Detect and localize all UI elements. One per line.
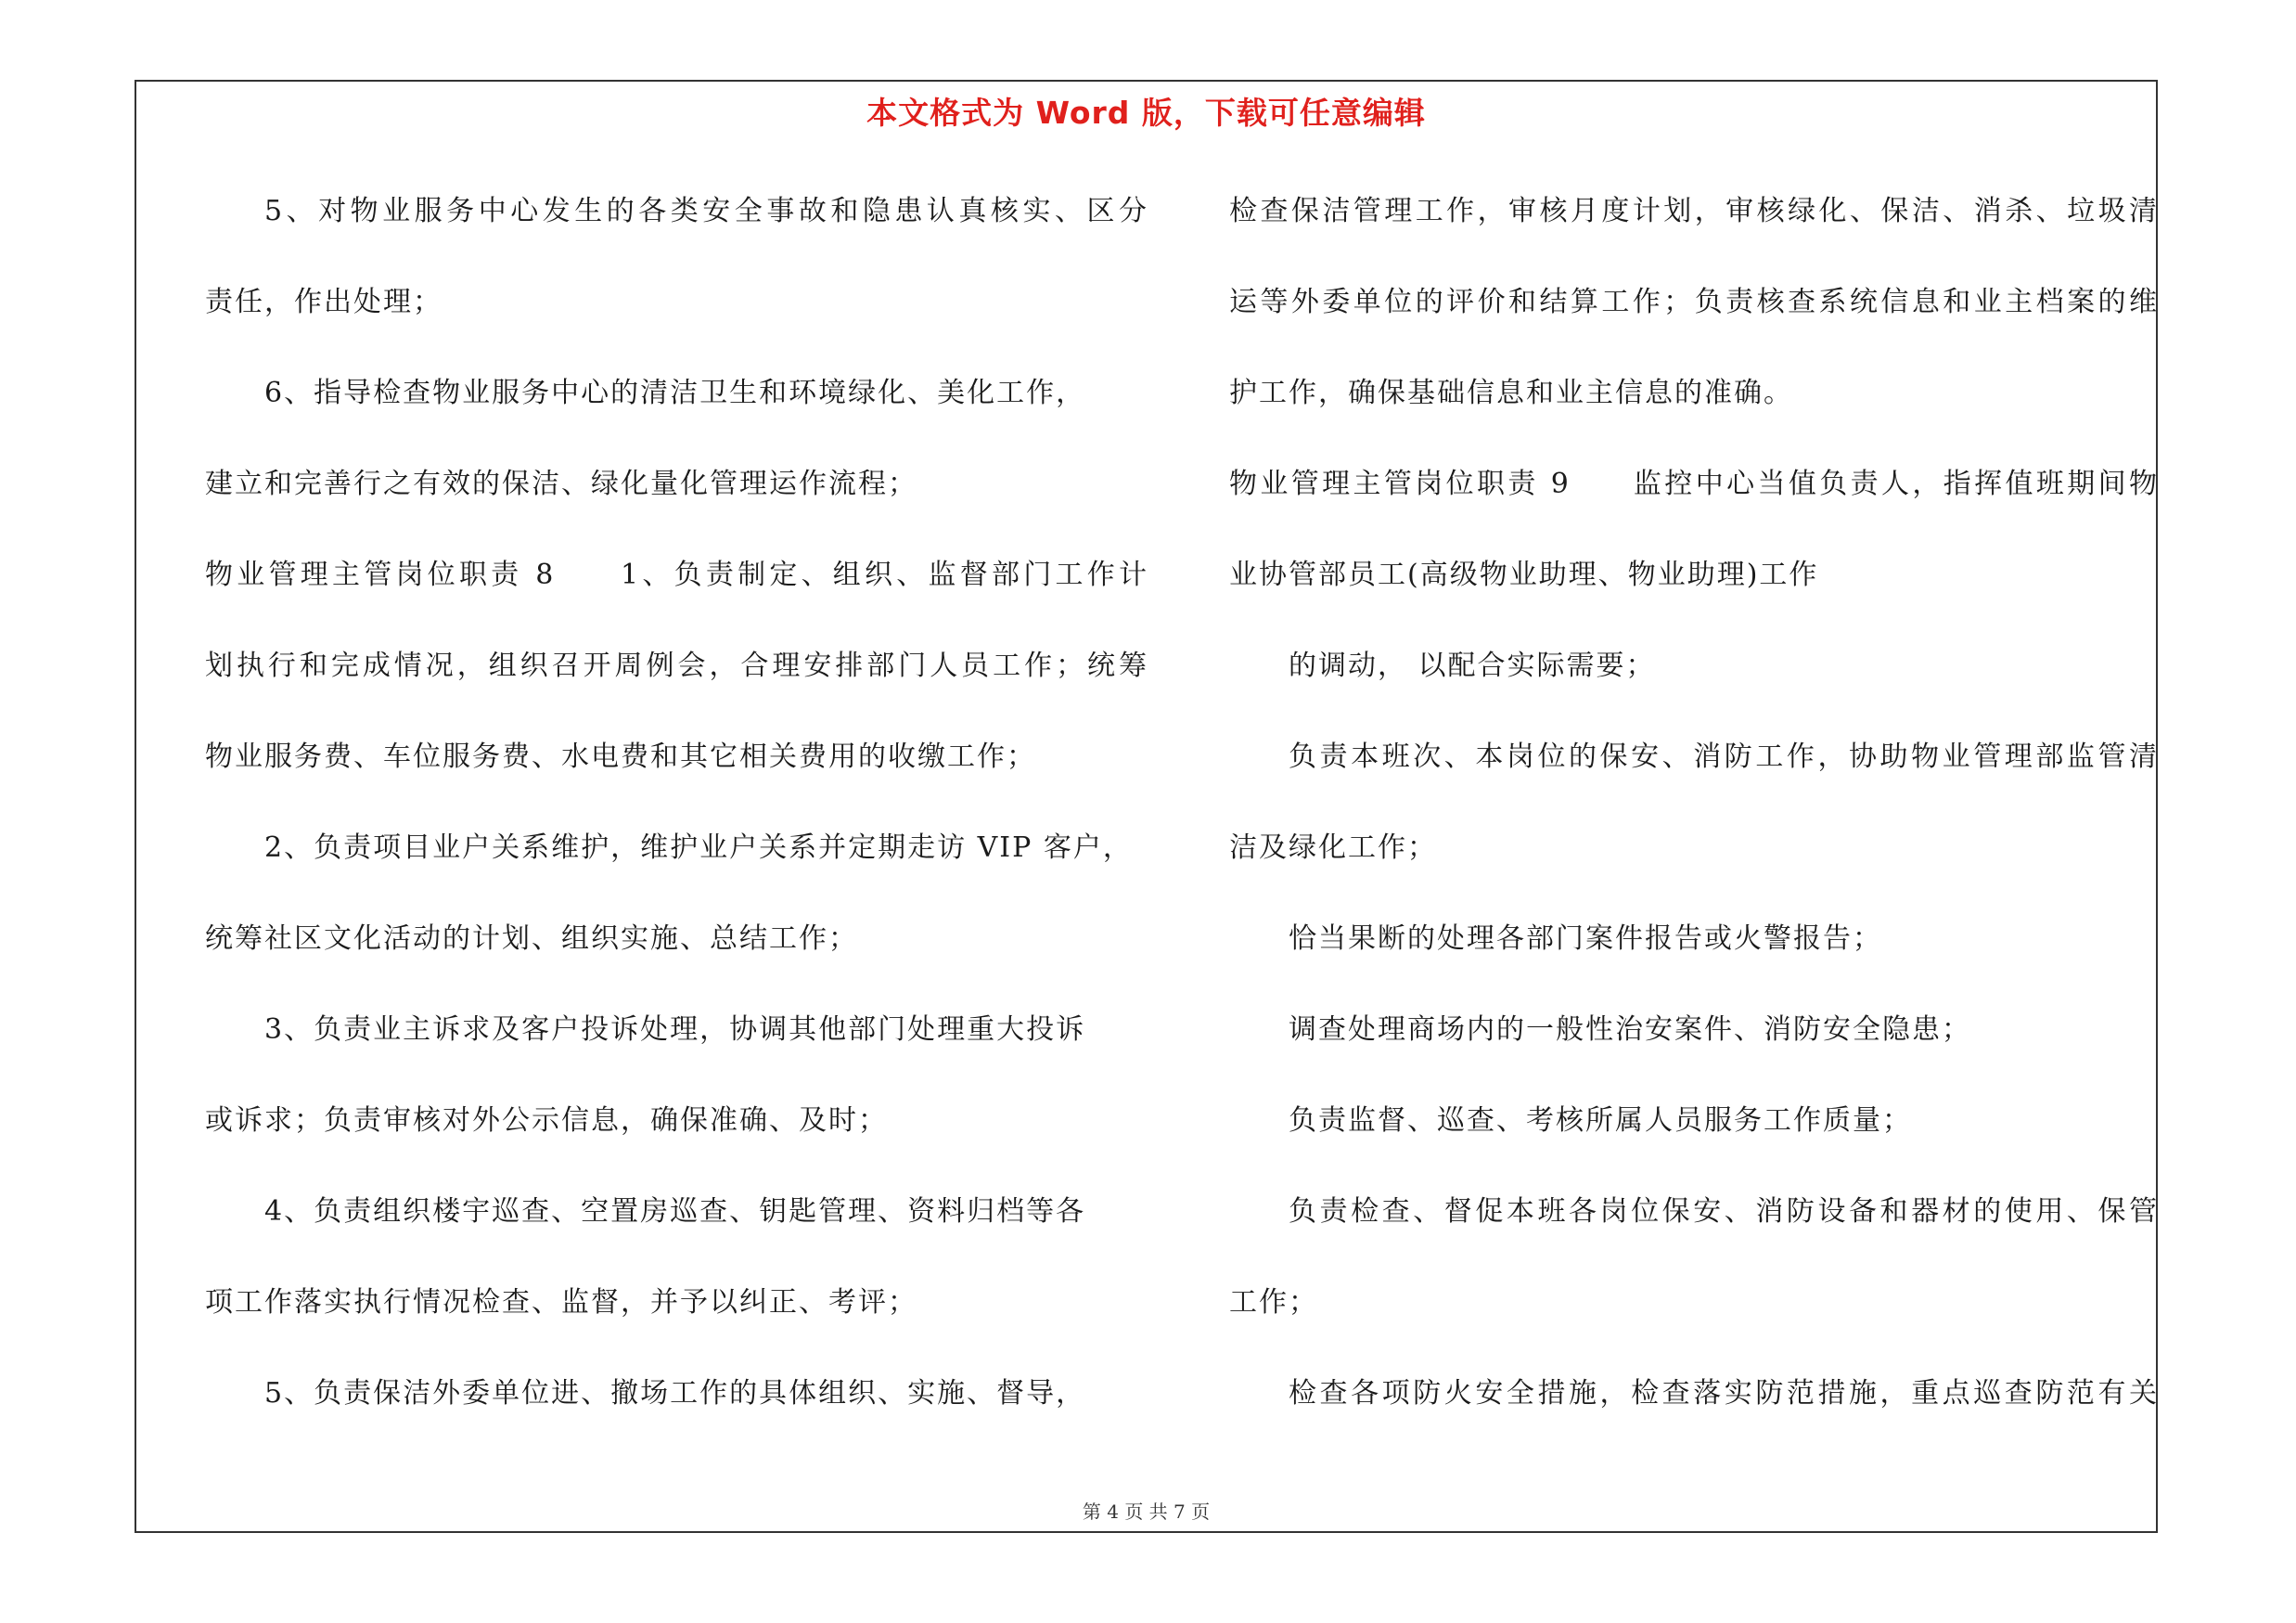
text-line: 负责本班次、本岗位的保安、消防工作，协助物业管理部监管清 xyxy=(1289,741,2159,773)
text-line: 工作； xyxy=(1229,1286,1318,1319)
text-line: 负责监督、巡查、考核所属人员服务工作质量； xyxy=(1289,1104,1912,1137)
format-notice-header: 本文格式为 Word 版，下载可任意编辑 xyxy=(866,95,1426,131)
text-line: 运等外委单位的评价和结算工作；负责核查系统信息和业主档案的维 xyxy=(1229,286,2159,318)
text-line: 物业管理主管岗位职责 8 1、负责制定、组织、监督部门工作计 xyxy=(205,559,1148,591)
text-line: 物业服务费、车位服务费、水电费和其它相关费用的收缴工作； xyxy=(205,741,1036,773)
text-line: 建立和完善行之有效的保洁、绿化量化管理运作流程； xyxy=(205,468,917,500)
right-column xyxy=(1229,184,2159,1457)
text-line: 调查处理商场内的一般性治安案件、消防安全隐患； xyxy=(1289,1013,1971,1046)
text-line: 2、负责项目业户关系维护，维护业户关系并定期走访 VIP 客户， xyxy=(264,831,1133,864)
text-line: 检查保洁管理工作，审核月度计划，审核绿化、保洁、消杀、垃圾清 xyxy=(1229,195,2159,227)
text-line: 业协管部员工(高级物业助理、物业助理)工作 xyxy=(1229,559,1819,591)
page-number: 第 4 页 共 7 页 xyxy=(1082,1501,1211,1523)
text-line: 4、负责组织楼宇巡查、空置房巡查、钥匙管理、资料归档等各 xyxy=(264,1195,1086,1228)
text-line: 3、负责业主诉求及客户投诉处理，协调其他部门处理重大投诉 xyxy=(264,1013,1086,1046)
text-line: 或诉求；负责审核对外公示信息，确保准确、及时； xyxy=(205,1104,888,1137)
text-line: 护工作，确保基础信息和业主信息的准确。 xyxy=(1229,377,1793,409)
text-line: 划执行和完成情况，组织召开周例会，合理安排部门人员工作；统筹 xyxy=(205,650,1148,682)
text-line: 5、对物业服务中心发生的各类安全事故和隐患认真核实、区分 xyxy=(264,195,1148,227)
text-line: 6、指导检查物业服务中心的清洁卫生和环境绿化、美化工作， xyxy=(264,377,1086,409)
text-line: 物业管理主管岗位职责 9 监控中心当值负责人，指挥值班期间物 xyxy=(1229,468,2159,500)
text-line: 负责检查、督促本班各岗位保安、消防设备和器材的使用、保管 xyxy=(1289,1195,2159,1228)
text-line: 项工作落实执行情况检查、监督，并予以纠正、考评； xyxy=(205,1286,917,1319)
text-line: 的调动， 以配合实际需要； xyxy=(1289,650,1656,682)
text-line: 统筹社区文化活动的计划、组织实施、总结工作； xyxy=(205,922,858,955)
text-line: 责任，作出处理； xyxy=(205,286,443,318)
text-line: 5、负责保洁外委单位进、撤场工作的具体组织、实施、督导， xyxy=(264,1377,1086,1410)
text-line: 洁及绿化工作； xyxy=(1229,831,1437,864)
left-column xyxy=(205,184,1148,1457)
text-line: 恰当果断的处理各部门案件报告或火警报告； xyxy=(1289,922,1882,955)
text-line: 检查各项防火安全措施，检查落实防范措施，重点巡查防范有关 xyxy=(1289,1377,2159,1410)
